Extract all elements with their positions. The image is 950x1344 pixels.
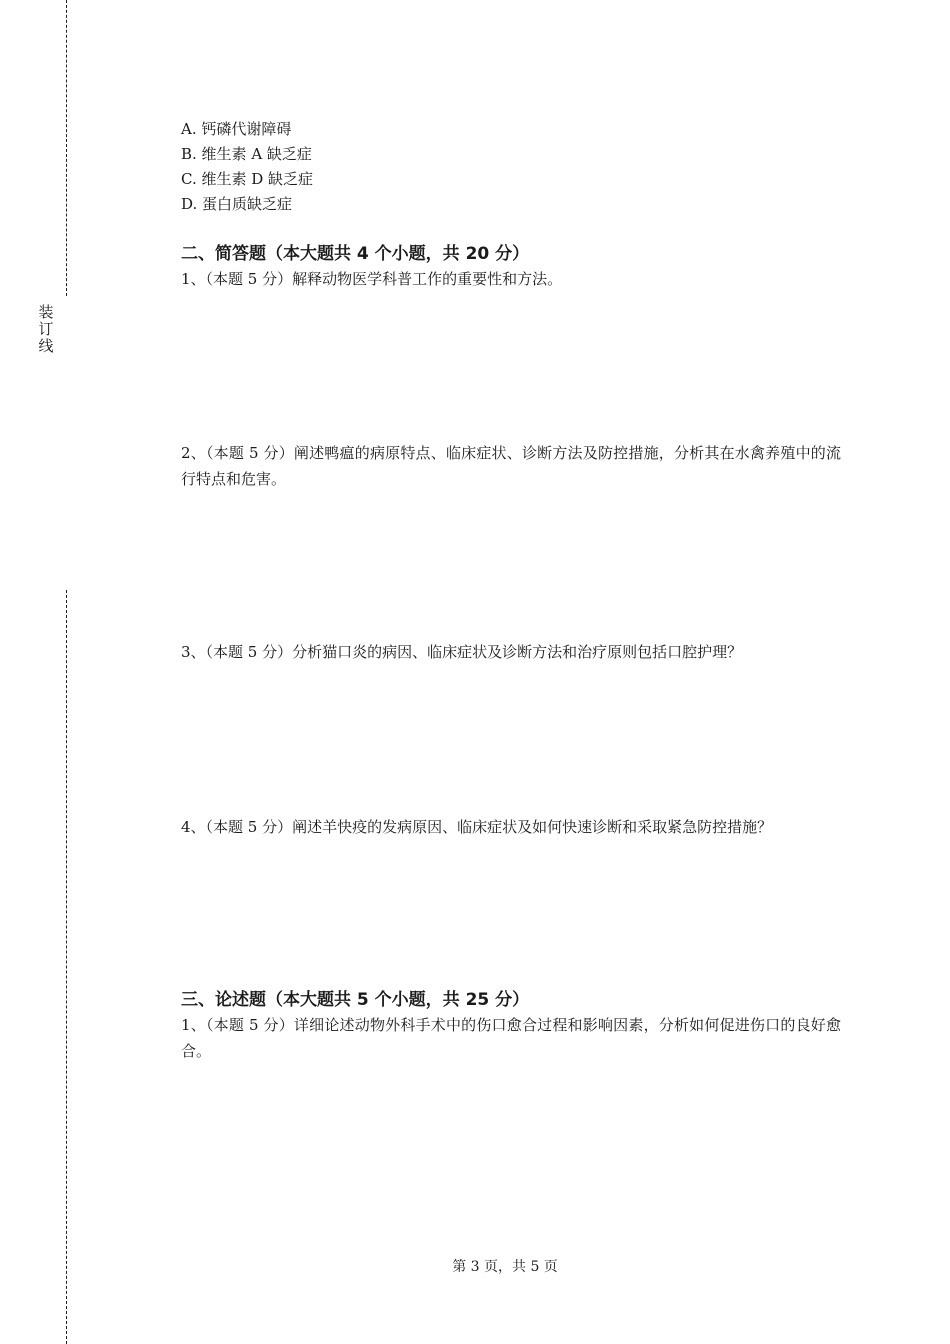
short-answer-question-1: 1、（本题 5 分）解释动物医学科普工作的重要性和方法。 [181,270,563,288]
essay-question-1: 1、（本题 5 分）详细论述动物外科手术中的伤口愈合过程和影响因素，分析如何促进伤口的良好愈合。 [181,1016,841,1060]
binding-dashed-line-bottom [66,590,67,1344]
binding-char: 线 [38,337,54,355]
answer-option-a: A. 钙磷代谢障碍 [181,120,292,138]
page-number-footer: 第 3 页，共 5 页 [452,1259,558,1275]
section-heading-essay: 三、论述题（本大题共 5 个小题，共 25 分） [181,990,530,1010]
short-answer-question-4: 4、（本题 5 分）阐述羊快疫的发病原因、临床症状及如何快速诊断和采取紧急防控措施？ [181,818,773,836]
binding-char: 订 [38,320,54,338]
binding-char: 装 [38,303,54,321]
short-answer-question-2: 2、（本题 5 分）阐述鸭瘟的病原特点、临床症状、诊断方法及防控措施，分析其在水禽养殖中的流行特点和危害。 [181,444,841,488]
binding-line-label [38,304,54,355]
answer-option-c: C. 维生素 D 缺乏症 [181,170,314,188]
short-answer-question-3: 3、（本题 5 分）分析猫口炎的病因、临床症状及诊断方法和治疗原则包括口腔护理？ [181,643,743,661]
answer-option-d: D. 蛋白质缺乏症 [181,195,293,213]
binding-dashed-line-top [66,0,67,296]
section-heading-short-answer: 二、简答题（本大题共 4 个小题，共 20 分） [181,244,530,264]
answer-option-b: B. 维生素 A 缺乏症 [181,145,312,163]
